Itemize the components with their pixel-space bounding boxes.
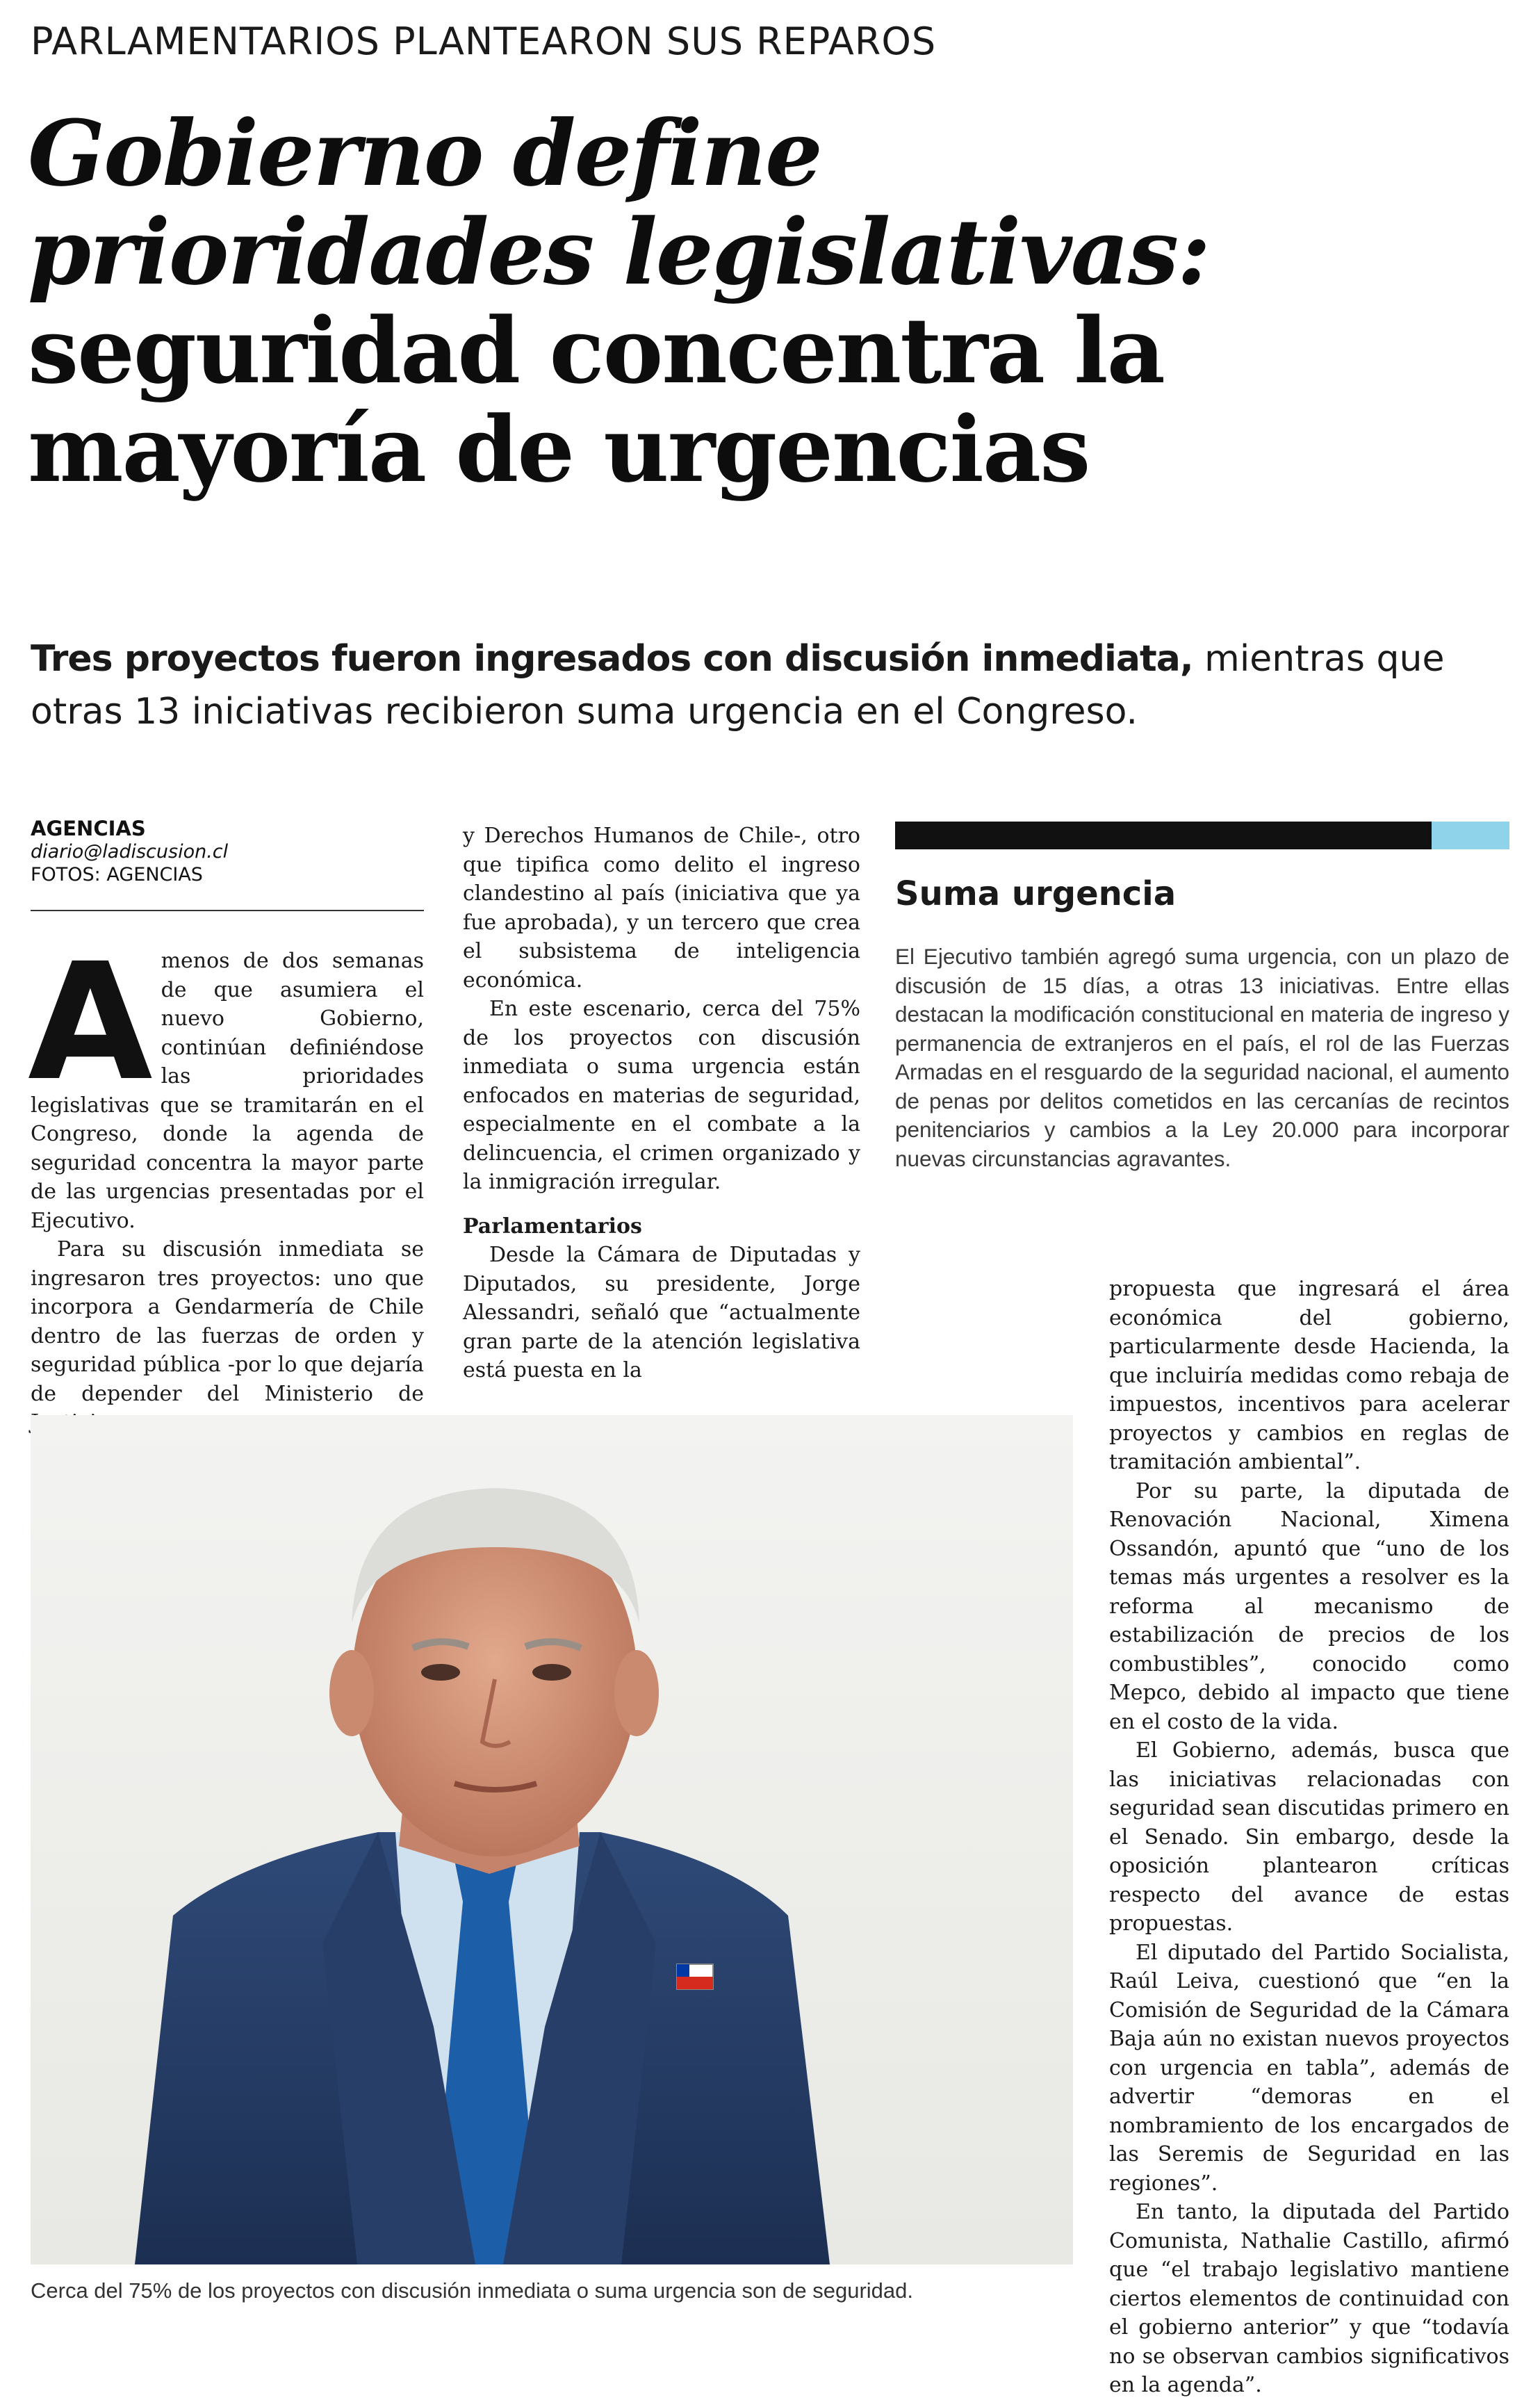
article-photo bbox=[31, 1415, 1073, 2264]
right-ear bbox=[614, 1650, 659, 1736]
col2-paragraph-2: En este escenario, cerca del 75% de los proyectos con discusión inmediata o suma urgencia están enfocados en materias de seguridad, especialmente en el combate a la delincuencia, el crimen organizado y la inmigración irregular. bbox=[463, 997, 860, 1194]
byline bbox=[31, 817, 424, 886]
headline bbox=[28, 100, 1522, 503]
flag-pin-icon bbox=[677, 1964, 713, 1989]
col2-subhead: Parlamentarios bbox=[463, 1214, 642, 1239]
headline-line-2: prioridades legislativas: bbox=[28, 199, 1210, 305]
left-eye bbox=[421, 1664, 460, 1681]
col3-paragraph-4: El diputado del Partido Socialista, Raúl Leiva, cuestionó que “en la Comisión de Seguridad de la Cámara Baja aún no existan nuevos proyectos con urgencia en tabla”, además de advertir “demoras en el nombramiento de los encargados de las Seremis de Seguridad en las regiones”. bbox=[1109, 1940, 1509, 2196]
headline-line-1: Gobierno define bbox=[28, 100, 821, 206]
headline-line-4: mayoría de urgencias bbox=[28, 396, 1090, 503]
drop-cap: A bbox=[28, 929, 153, 1116]
headline-line-3: seguridad concentra la bbox=[28, 297, 1164, 404]
deck-regular: mientras que otras 13 iniciativas recibieron suma urgencia en el Congreso. bbox=[31, 638, 1445, 733]
deck bbox=[31, 632, 1511, 738]
col3-paragraph-2: Por su parte, la diputada de Renovación Nacional, Ximena Ossandón, apuntó que “uno de los temas más urgentes a resolver es la reforma al mecanismo de estabilización de precios de los combustibles”, conocido como Mepco, debido al impacto que tiene en el costo de la vida. bbox=[1109, 1478, 1509, 1734]
byline-divider bbox=[31, 910, 424, 911]
column-3 bbox=[1109, 1275, 1509, 2400]
col1-paragraph-1: Amenos de dos semanas de que asumiera el nuevo Gobierno, continúan definiéndose las prioridades legislativas que se tramitarán en el Congreso, donde la agenda de seguridad concentra la mayor parte de las urgencias presentadas por el Ejecutivo. bbox=[28, 929, 424, 1233]
left-ear bbox=[329, 1650, 374, 1736]
column-2 bbox=[463, 822, 860, 1385]
byline-photos: FOTOS: AGENCIAS bbox=[31, 864, 203, 885]
sidebar-accent-bar-light bbox=[1432, 822, 1509, 849]
byline-agency: AGENCIAS bbox=[31, 817, 146, 840]
right-eye bbox=[532, 1664, 571, 1681]
col3-paragraph-3: El Gobierno, además, busca que las iniciativas relacionadas con seguridad sean discutidas primero en el Senado. Sin embargo, desde la oposición plantearon críticas respecto del avance de estas propuestas. bbox=[1109, 1738, 1509, 1936]
sidebar-body: El Ejecutivo también agregó suma urgencia, con un plazo de discusión de 15 días, a otras 13 iniciativas. Entre ellas destacan la modificación constitucional en materia de ingreso y permanencia de extranjeros en el país, el rol de las Fuerzas Armadas en el resguardo de la seguridad nacional, el aumento de penas por delitos cometidos en las cercanías de recintos penitenciarios y cambios a la Ley 20.000 para incorporar nuevas circunstancias agravantes. bbox=[895, 944, 1509, 1171]
sidebar-title: Suma urgencia bbox=[895, 874, 1177, 913]
col2-paragraph-1: y Derechos Humanos de Chile-, otro que tipifica como delito el ingreso clandestino al país (iniciativa que ya fue aprobada), y un tercero que crea el subsistema de inteligencia económica. bbox=[463, 824, 860, 993]
col3-paragraph-1: propuesta que ingresará el área económica del gobierno, particularmente desde Hacienda, la que incluiría medidas como rebaja de impuestos, incentivos para acelerar proyectos y cambios en reglas de tramitación ambiental”. bbox=[1109, 1277, 1509, 1474]
deck-bold: Tres proyectos fueron ingresados con discusión inmediata, bbox=[31, 638, 1193, 680]
byline-email[interactable]: diario@ladiscusion.cl bbox=[31, 841, 229, 863]
col2-paragraph-3: Desde la Cámara de Diputadas y Diputados, su presidente, Jorge Alessandri, señaló que “actualmente gran parte de la atención legislativa está puesta en la bbox=[463, 1243, 860, 1382]
portrait-illustration bbox=[31, 1415, 1073, 2264]
kicker: PARLAMENTARIOS PLANTEARON SUS REPAROS bbox=[31, 19, 937, 63]
col3-paragraph-5: En tanto, la diputada del Partido Comunista, Nathalie Castillo, afirmó que “el trabajo legislativo mantiene ciertos elementos de continuidad con el gobierno anterior” y que “todavía no se observan cambios significativos en la agenda”. bbox=[1109, 2200, 1509, 2397]
column-1 bbox=[28, 929, 424, 1437]
photo-caption: Cerca del 75% de los proyectos con discusión inmediata o suma urgencia son de seguridad. bbox=[31, 2278, 914, 2303]
sidebar-accent-bar bbox=[895, 822, 1432, 849]
col1-paragraph-2: Para su discusión inmediata se ingresaron tres proyectos: uno que incorpora a Gendarmería de Chile dentro de las fuerzas de orden y seguridad pública -por lo que dejaría de depender del Ministerio de bbox=[31, 1237, 424, 1406]
